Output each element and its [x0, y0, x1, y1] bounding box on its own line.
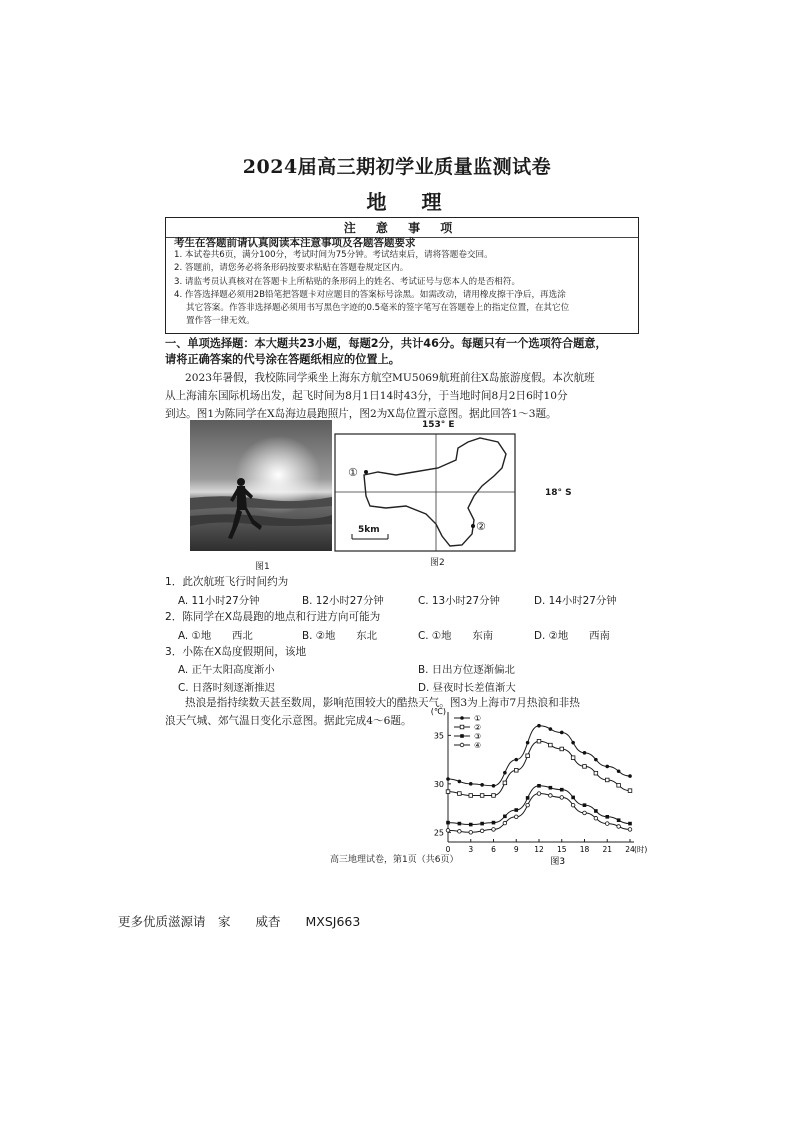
scale-label: 5km [358, 525, 380, 535]
series-1-point [594, 758, 598, 762]
series-3-point [514, 808, 518, 812]
marker-2: ② [476, 520, 486, 533]
series-1-point [537, 724, 541, 728]
q1-option-a: A. 11小时27分钟 [178, 595, 260, 607]
series-1-point [617, 769, 621, 773]
question-1-stem: 1．此次航班飞行时间约为 [165, 576, 289, 588]
series-4-point [628, 828, 632, 832]
series-2-point [446, 790, 450, 794]
section-line: 一、单项选择题：本大题共23小题，每题2分，共计46分。每题只有一个选项符合题意， [165, 337, 607, 350]
series-1-point [492, 784, 496, 788]
passage-line: 2023年暑假，我校陈同学乘坐上海东方航空MU5069航班前往X岛旅游度假。本次航班 [185, 372, 595, 384]
notice-item: 其它答案。作答非选择题必须用书写黑色字迹的0.5毫米的签字笔写在答题卷上的指定位置，在其它位 [186, 303, 570, 314]
series-3-point [594, 809, 598, 813]
q1-option-c: C. 13小时27分钟 [418, 595, 500, 607]
series-4-point [571, 803, 575, 807]
series-1-point [583, 751, 587, 755]
series-4-point [458, 830, 462, 834]
x-tick-label: 15 [556, 845, 567, 854]
series-2-point [537, 739, 541, 743]
passage-1 [165, 369, 645, 423]
island-map [334, 420, 544, 552]
series-3-point [446, 821, 450, 825]
series-1-point [503, 771, 507, 775]
series-4-point [514, 815, 518, 819]
series-2-point [605, 778, 609, 782]
series-2-point [583, 765, 587, 769]
series-4-point [594, 816, 598, 820]
series-2-point [594, 771, 598, 775]
exam-title: 2024届高三期初学业质量监测试卷 [242, 156, 552, 178]
series-1-point [560, 731, 564, 735]
notice-subheading: 考生在答题前请认真阅读本注意事项及各题答题要求 [174, 237, 416, 249]
series-3-point [526, 796, 530, 800]
x-tick-label: 6 [491, 845, 496, 854]
series-3-point [617, 818, 621, 822]
series-1-point [549, 727, 553, 731]
question-2-stem: 2．陈同学在X岛晨跑的地点和行进方向可能为 [165, 611, 381, 623]
notice-heading: 注 意 事 项 [166, 219, 638, 238]
longitude-label: 153° E [422, 420, 455, 430]
series-3-point [480, 822, 484, 826]
q3-option-b: B. 日出方位逐渐偏北 [418, 664, 515, 676]
q2-option-a: A. ①地 西北 [178, 630, 253, 642]
legend-marker [460, 716, 464, 720]
series-1-point [480, 783, 484, 787]
series-4-point [446, 829, 450, 833]
passage-line: 浪天气城、郊气温日变化示意图。据此完成4～6题。 [165, 715, 412, 727]
beach-running-photo [190, 420, 332, 551]
question-3-stem: 3．小陈在X岛度假期间，该地 [165, 646, 307, 658]
notice-item: 4. 作答选择题必须用2B铅笔把答题卡对应题目的答案标号涂黑。如需改动，请用橡皮擦干净后，再选涂 [174, 289, 566, 300]
series-3-point [503, 815, 507, 819]
series-4-point [469, 831, 473, 835]
x-tick-label: 3 [468, 845, 474, 854]
latitude-label: 18° S [545, 488, 572, 498]
series-2-point [514, 768, 518, 772]
series-2-point [492, 794, 496, 798]
q1-option-d: D. 14小时27分钟 [534, 595, 617, 607]
series-1-point [514, 758, 518, 762]
series-3-point [628, 822, 632, 826]
series-1-point [628, 774, 632, 778]
series-3-point [492, 821, 496, 825]
series-3-point [458, 822, 462, 826]
notice-item: 3. 请监考员认真核对在答题卡上所粘贴的条形码上的姓名、考试证号与您本人的是否相符。 [174, 276, 521, 287]
series-1-point [469, 782, 473, 786]
series-4-point [526, 803, 530, 807]
q2-option-c: C. ①地 东南 [418, 630, 494, 642]
notice-box [165, 217, 639, 334]
legend-marker [460, 725, 464, 729]
legend-label: ② [474, 723, 482, 732]
passage-line: 从上海浦东国际机场出发，起飞时间为8月1日14时43分，于当地时间8月2日6时10分 [165, 390, 568, 402]
figure-2-caption: 图2 [430, 558, 445, 568]
q2-option-d: D. ②地 西南 [534, 630, 610, 642]
promo-text: 更多优质滋源请 家 威杳 MXSJ663 [118, 914, 361, 929]
series-2-point [560, 747, 564, 751]
q3-option-c: C. 日落时刻逐渐推迟 [178, 682, 275, 694]
series-1-point [605, 765, 609, 769]
series-2-point [571, 756, 575, 760]
y-tick-label: 25 [433, 828, 444, 838]
section-line: 请将正确答案的代号涂在答题纸相应的位置上。 [165, 353, 400, 366]
page-footer: 高三地理试卷，第1页（共6页） [330, 855, 459, 865]
subject-title: 地 理 [366, 190, 456, 214]
section-heading [165, 336, 645, 368]
series-2-point [469, 794, 473, 798]
y-tick-label: 35 [433, 731, 444, 741]
legend-label: ④ [474, 741, 482, 750]
series-3-point [560, 788, 564, 792]
notice-items [174, 249, 630, 329]
q1-option-b: B. 12小时27分钟 [302, 595, 384, 607]
marker-1: ① [348, 466, 358, 479]
passage-line: 热浪是指持续数天甚至数周，影响范围较大的酷热天气。图3为上海市7月热浪和非热 [185, 697, 580, 709]
series-4-point [617, 825, 621, 829]
legend-marker [460, 743, 464, 747]
temperature-line-chart [420, 706, 650, 866]
series-3-point [571, 796, 575, 800]
y-axis-label: (℃) [430, 707, 446, 716]
series-4-point [503, 821, 507, 825]
x-tick-label: 24 [625, 845, 635, 854]
series-3-point [605, 815, 609, 819]
passage-line: 到达。图1为陈同学在X岛海边晨跑照片，图2为X岛位置示意图。据此回答1～3题。 [165, 408, 557, 420]
figure-1-caption: 图1 [255, 562, 270, 572]
notice-item: 置作答一律无效。 [186, 316, 255, 327]
series-1-point [571, 741, 575, 745]
series-2-point [458, 792, 462, 796]
series-2-point [480, 794, 484, 798]
series-3-point [583, 803, 587, 807]
legend-marker [460, 734, 464, 738]
series-4-point [560, 796, 564, 800]
series-3-point [549, 786, 553, 790]
x-tick-label: 21 [602, 845, 613, 854]
notice-item: 2. 答题前，请您务必将条形码按要求粘贴在答题卷规定区内。 [174, 263, 409, 274]
x-tick-label: 0 [445, 845, 451, 854]
q2-option-b: B. ②地 东北 [302, 630, 378, 642]
series-4-point [492, 828, 496, 832]
series-4-point [549, 794, 553, 798]
series-1-point [446, 777, 450, 781]
figure-3-caption: 图3 [550, 857, 566, 866]
series-2-point [526, 754, 530, 758]
series-4-line [448, 794, 630, 833]
series-3-point [469, 823, 473, 827]
x-axis-label: (时) [634, 845, 648, 854]
x-tick-label: 9 [513, 845, 519, 854]
x-tick-label: 12 [534, 845, 544, 854]
series-2-point [549, 743, 553, 747]
legend-label: ① [474, 714, 482, 723]
y-tick-label: 30 [433, 779, 444, 789]
series-4-point [583, 811, 587, 815]
x-tick-label: 18 [579, 845, 590, 854]
series-2-point [503, 781, 507, 785]
legend-label: ③ [474, 732, 482, 741]
series-2-point [628, 789, 632, 793]
series-1-point [526, 741, 530, 745]
series-3-point [537, 784, 541, 788]
q3-option-d: D. 昼夜时长差值渐大 [418, 682, 516, 694]
series-4-point [537, 792, 541, 796]
notice-item: 1. 本试卷共6页，满分100分，考试时间为75分钟。考试结束后，请将答题卷交回。 [174, 250, 493, 260]
series-1-point [458, 780, 462, 784]
series-4-point [605, 822, 609, 826]
series-2-point [617, 784, 621, 788]
q3-option-a: A. 正午太阳高度渐小 [178, 664, 275, 676]
series-4-point [480, 829, 484, 833]
